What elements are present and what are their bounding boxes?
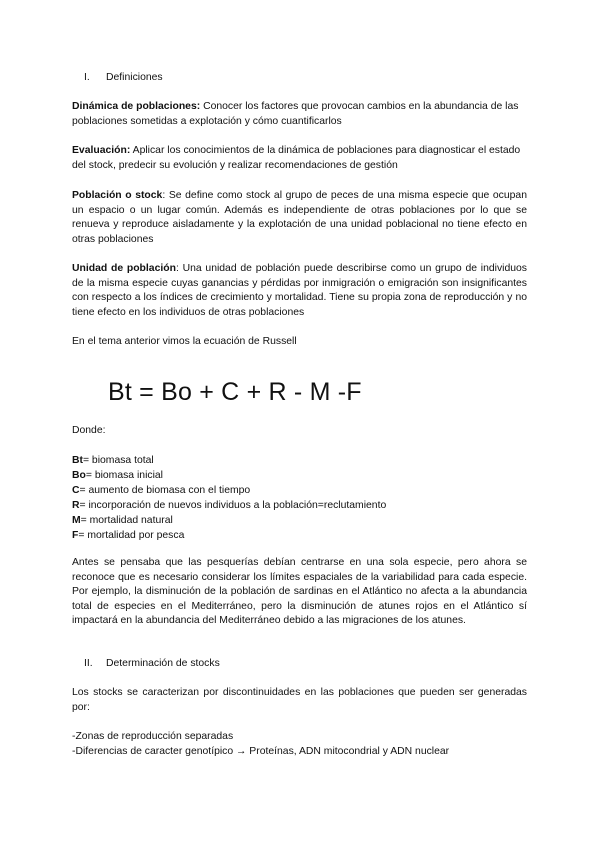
definition-item xyxy=(72,454,386,469)
intro-russell: En el tema anterior vimos la ecuación de Russell xyxy=(72,336,297,347)
section-heading-determinacion xyxy=(72,657,220,672)
definition-symbol: Bo xyxy=(72,469,86,481)
definition-item xyxy=(72,469,386,484)
term-unidad: Unidad de población xyxy=(72,263,176,274)
stocks-list xyxy=(72,730,527,759)
term-dinamica: Dinámica de poblaciones: xyxy=(72,101,201,112)
definition-text: = mortalidad natural xyxy=(80,514,173,526)
definition-text: = aumento de biomasa con el tiempo xyxy=(79,484,251,496)
list-item: -Diferencias de caracter genotípico → Proteínas, ADN mitocondrial y ADN nuclear xyxy=(72,745,450,757)
section-title: Definiciones xyxy=(106,72,163,83)
text-unidad: : Una unidad de población puede describirse como un grupo de individuos de la misma especie cuyas ganancias y pérdidas por inmigración o emigración son insignificantes con respecto a los índices de crecimiento y mortalidad. Tiene su propia zona de reproducción y no tiene efecto en los individuos de otras poblaciones xyxy=(72,263,527,318)
definition-symbol: R xyxy=(72,499,80,511)
definition-symbol: Bt xyxy=(72,455,83,466)
term-poblacion: Población o stock xyxy=(72,190,163,201)
paragraph-evaluacion xyxy=(72,144,527,173)
definition-symbol: C xyxy=(72,484,80,496)
definition-item xyxy=(72,514,386,529)
definition-symbol: F xyxy=(72,529,79,541)
text-dinamica: Conocer los factores que provocan cambios en la abundancia de las poblaciones sometidas a explotación y cómo cuantificarlos xyxy=(72,101,519,127)
definitions-list xyxy=(72,454,386,543)
section-number: I. xyxy=(84,72,90,83)
paragraph-dinamica xyxy=(72,100,527,129)
definition-symbol: M xyxy=(72,514,81,526)
paragraph-poblacion xyxy=(72,189,527,247)
donde-label: Donde: xyxy=(72,425,106,436)
definition-item xyxy=(72,529,386,544)
definition-item xyxy=(72,484,386,499)
text-poblacion: : Se define como stock al grupo de peces de una misma especie que ocupan un espacio o un lugar común. Además es independiente de otras poblaciones por lo que se renueva y reproduce aisladamente y la explotación de una unidad poblacional no tiene efecto en otras poblaciones xyxy=(72,190,527,245)
definition-item xyxy=(72,499,386,514)
definition-text: = biomasa total xyxy=(82,455,154,466)
definition-text: = mortalidad por pesca xyxy=(78,529,185,541)
definition-text: = biomasa inicial xyxy=(85,469,163,481)
paragraph-unidad xyxy=(72,262,527,320)
paragraph-stocks: Los stocks se caracterizan por discontinuidades en las poblaciones que pueden ser generadas por: xyxy=(72,687,527,713)
russell-equation: Bt = Bo + C + R - M -F xyxy=(108,378,362,406)
text-evaluacion: Aplicar los conocimientos de la dinámica de poblaciones para diagnosticar el estado del stock, predecir su evolución y realizar recomendaciones de gestión xyxy=(72,145,521,171)
section-number: II. xyxy=(84,658,93,669)
list-item: -Zonas de reproducción separadas xyxy=(72,731,234,742)
section-title: Determinación de stocks xyxy=(106,658,220,669)
section-heading-definiciones xyxy=(72,71,163,86)
paragraph-pesquerias: Antes se pensaba que las pesquerías debían centrarse en una sola especie, pero ahora se reconoce que es necesario considerar los límites espaciales de la variabilidad para cada especie. Por ejemplo, la disminución de la población de sardinas en el Atlántico no afecta a la abundancia total de especies en el Mediterráneo, pero la disminución de atunes rojos en el Atlántico sí impactará en la abundancia del Mediterráneo debido a las migraciones de los atunes. xyxy=(72,557,527,627)
definition-text: = incorporación de nuevos individuos a la población=reclutamiento xyxy=(79,499,387,511)
term-evaluacion: Evaluación: xyxy=(72,145,131,156)
